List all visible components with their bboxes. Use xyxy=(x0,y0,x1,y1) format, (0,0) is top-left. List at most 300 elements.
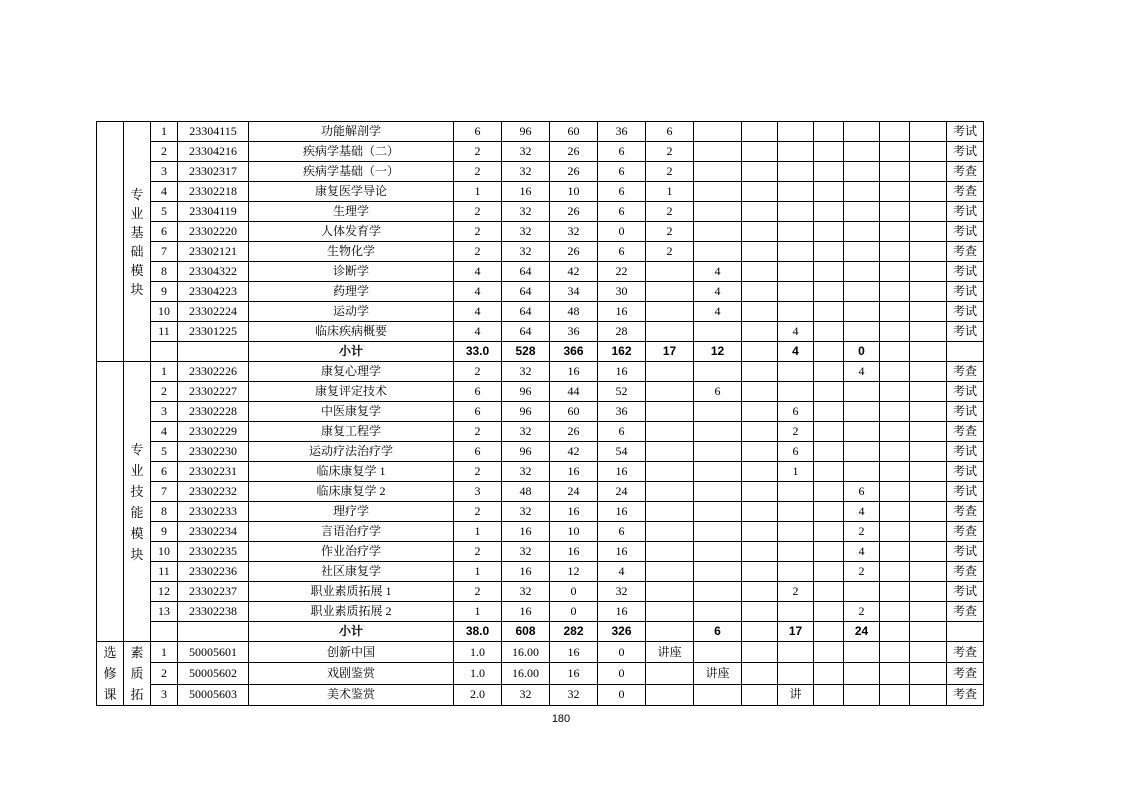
table-cell: 23302234 xyxy=(178,522,249,542)
table-row xyxy=(97,442,1048,462)
table-cell: 7 xyxy=(151,242,178,262)
table-cell: 2 xyxy=(844,562,880,582)
table-cell: 10 xyxy=(151,302,178,322)
table-cell xyxy=(694,582,742,602)
table-cell xyxy=(742,222,778,242)
table-cell: 生物化学 xyxy=(249,242,454,262)
table-cell xyxy=(880,142,910,162)
table-cell: 42 xyxy=(550,262,598,282)
table-cell xyxy=(778,202,814,222)
table-cell: 考查 xyxy=(947,684,984,705)
table-cell: 考试 xyxy=(947,122,984,142)
table-cell: 9 xyxy=(151,522,178,542)
table-cell: 28 xyxy=(598,322,646,342)
table-cell: 7 xyxy=(151,482,178,502)
table-cell xyxy=(844,122,880,142)
table-cell: 64 xyxy=(502,302,550,322)
table-cell: 16 xyxy=(502,602,550,622)
table-cell xyxy=(778,642,814,663)
table-row xyxy=(97,142,1048,162)
table-cell: 16 xyxy=(502,562,550,582)
table-cell xyxy=(694,542,742,562)
table-row xyxy=(97,602,1048,622)
table-cell xyxy=(694,362,742,382)
table-cell: 作业治疗学 xyxy=(249,542,454,562)
table-cell: 3 xyxy=(151,162,178,182)
table-cell xyxy=(694,562,742,582)
table-cell xyxy=(910,562,947,582)
table-cell xyxy=(646,522,694,542)
table-cell xyxy=(694,642,742,663)
table-cell: 32 xyxy=(502,542,550,562)
table-cell: 2 xyxy=(646,142,694,162)
table-cell xyxy=(910,602,947,622)
table-cell: 32 xyxy=(502,422,550,442)
table-row xyxy=(97,402,1048,422)
module-label-skill-text: 专业技能模块 xyxy=(130,441,144,562)
table-cell: 2 xyxy=(646,162,694,182)
subtotal-cell: 528 xyxy=(502,342,550,362)
table-cell: 1.0 xyxy=(454,663,502,684)
table-cell: 疾病学基础（二） xyxy=(249,142,454,162)
table-cell xyxy=(694,422,742,442)
table-cell xyxy=(694,202,742,222)
table-cell: 23302231 xyxy=(178,462,249,482)
subtotal-cell xyxy=(910,622,947,642)
table-cell: 23302233 xyxy=(178,502,249,522)
subtotal-cell xyxy=(814,622,844,642)
table-cell xyxy=(880,462,910,482)
table-cell xyxy=(778,522,814,542)
table-cell xyxy=(778,282,814,302)
table-cell xyxy=(880,122,910,142)
table-cell xyxy=(910,642,947,663)
table-cell: 功能解剖学 xyxy=(249,122,454,142)
table-cell xyxy=(742,202,778,222)
table-cell: 2 xyxy=(646,222,694,242)
table-cell xyxy=(880,442,910,462)
table-cell: 6 xyxy=(598,202,646,222)
table-cell: 60 xyxy=(550,402,598,422)
table-cell xyxy=(694,122,742,142)
table-cell: 11 xyxy=(151,562,178,582)
subtotal-cell: 17 xyxy=(646,342,694,362)
table-row xyxy=(97,462,1048,482)
subtotal-cell: 366 xyxy=(550,342,598,362)
table-cell xyxy=(778,562,814,582)
table-cell xyxy=(910,663,947,684)
table-cell: 1 xyxy=(151,362,178,382)
group-cell xyxy=(97,122,124,362)
table-cell xyxy=(814,422,844,442)
table-cell xyxy=(910,402,947,422)
subtotal-cell: 24 xyxy=(844,622,880,642)
subtotal-cell: 4 xyxy=(778,342,814,362)
table-cell xyxy=(880,684,910,705)
table-cell xyxy=(778,663,814,684)
module-label-quality-text: 素质拓 xyxy=(130,645,144,702)
table-cell: 理疗学 xyxy=(249,502,454,522)
table-cell xyxy=(742,162,778,182)
table-cell: 0 xyxy=(598,663,646,684)
table-cell xyxy=(694,462,742,482)
table-cell xyxy=(646,663,694,684)
table-cell xyxy=(778,602,814,622)
table-cell xyxy=(814,482,844,502)
subtotal-cell xyxy=(646,622,694,642)
table-cell: 64 xyxy=(502,262,550,282)
table-cell xyxy=(778,482,814,502)
table-cell xyxy=(694,142,742,162)
table-cell: 52 xyxy=(598,382,646,402)
table-cell xyxy=(910,222,947,242)
table-cell xyxy=(778,302,814,322)
table-row xyxy=(97,362,1048,382)
table-row xyxy=(97,482,1048,502)
table-cell: 16 xyxy=(550,502,598,522)
table-cell: 2 xyxy=(454,202,502,222)
subtotal-cell: 12 xyxy=(694,342,742,362)
table-cell xyxy=(880,482,910,502)
table-cell: 23302236 xyxy=(178,562,249,582)
table-cell xyxy=(844,582,880,602)
table-cell: 24 xyxy=(598,482,646,502)
table-cell: 考查 xyxy=(947,182,984,202)
table-cell: 6 xyxy=(454,442,502,462)
table-cell: 临床康复学 2 xyxy=(249,482,454,502)
table-cell xyxy=(646,482,694,502)
table-cell: 16 xyxy=(502,182,550,202)
table-cell: 1.0 xyxy=(454,642,502,663)
table-cell xyxy=(910,282,947,302)
table-cell: 0 xyxy=(598,684,646,705)
table-cell xyxy=(910,302,947,322)
table-cell xyxy=(880,202,910,222)
table-cell xyxy=(778,382,814,402)
table-cell xyxy=(880,542,910,562)
table-cell: 考查 xyxy=(947,602,984,622)
module-label-quality xyxy=(124,642,151,706)
table-cell: 6 xyxy=(598,242,646,262)
table-cell: 23302224 xyxy=(178,302,249,322)
table-cell: 2 xyxy=(454,162,502,182)
table-cell: 23304119 xyxy=(178,202,249,222)
table-cell xyxy=(646,262,694,282)
table-cell xyxy=(742,442,778,462)
table-cell: 16 xyxy=(598,542,646,562)
table-cell xyxy=(880,362,910,382)
table-cell xyxy=(844,242,880,262)
table-cell: 2 xyxy=(151,142,178,162)
table-cell: 0 xyxy=(598,642,646,663)
table-cell: 康复工程学 xyxy=(249,422,454,442)
table-cell: 50005603 xyxy=(178,684,249,705)
table-cell: 3 xyxy=(151,402,178,422)
table-cell xyxy=(694,442,742,462)
table-cell: 9 xyxy=(151,282,178,302)
table-cell xyxy=(178,342,249,362)
table-cell xyxy=(814,202,844,222)
table-cell: 32 xyxy=(502,502,550,522)
table-cell xyxy=(778,242,814,262)
subtotal-cell: 162 xyxy=(598,342,646,362)
table-body xyxy=(97,122,1048,706)
table-cell: 考查 xyxy=(947,422,984,442)
table-row xyxy=(97,222,1048,242)
table-cell: 考查 xyxy=(947,242,984,262)
table-cell: 23302121 xyxy=(178,242,249,262)
table-cell: 考试 xyxy=(947,482,984,502)
table-cell xyxy=(646,602,694,622)
table-cell: 考试 xyxy=(947,202,984,222)
table-cell xyxy=(910,202,947,222)
table-cell xyxy=(646,322,694,342)
table-cell xyxy=(742,362,778,382)
subtotal-cell xyxy=(742,342,778,362)
table-cell xyxy=(814,502,844,522)
table-cell: 16 xyxy=(598,462,646,482)
table-cell xyxy=(814,382,844,402)
table-cell: 16 xyxy=(550,362,598,382)
table-cell xyxy=(844,202,880,222)
table-cell xyxy=(880,522,910,542)
table-cell xyxy=(694,222,742,242)
table-cell: 2 xyxy=(454,362,502,382)
table-cell: 考查 xyxy=(947,663,984,684)
table-cell: 23302220 xyxy=(178,222,249,242)
table-cell xyxy=(814,282,844,302)
table-row xyxy=(97,282,1048,302)
table-cell: 44 xyxy=(550,382,598,402)
table-cell xyxy=(910,442,947,462)
table-cell: 16.00 xyxy=(502,663,550,684)
table-cell: 4 xyxy=(778,322,814,342)
table-cell: 10 xyxy=(550,182,598,202)
table-cell xyxy=(778,542,814,562)
table-row xyxy=(97,542,1048,562)
table-cell: 32 xyxy=(502,242,550,262)
table-cell: 4 xyxy=(694,262,742,282)
table-cell xyxy=(646,462,694,482)
table-cell xyxy=(646,422,694,442)
table-cell: 考试 xyxy=(947,262,984,282)
table-cell: 生理学 xyxy=(249,202,454,222)
table-cell xyxy=(880,562,910,582)
table-cell xyxy=(646,442,694,462)
table-cell: 26 xyxy=(550,142,598,162)
subtotal-cell: 282 xyxy=(550,622,598,642)
table-row xyxy=(97,663,1048,684)
table-cell xyxy=(814,442,844,462)
table-cell: 中医康复学 xyxy=(249,402,454,422)
table-cell: 36 xyxy=(598,402,646,422)
table-cell: 23304322 xyxy=(178,262,249,282)
table-cell: 4 xyxy=(598,562,646,582)
table-cell: 2 xyxy=(454,142,502,162)
table-cell: 3 xyxy=(454,482,502,502)
table-cell: 22 xyxy=(598,262,646,282)
table-cell xyxy=(910,684,947,705)
table-cell: 运动学 xyxy=(249,302,454,322)
module-label-elective xyxy=(97,642,124,706)
table-cell: 8 xyxy=(151,502,178,522)
table-cell: 0 xyxy=(550,602,598,622)
table-cell: 考查 xyxy=(947,522,984,542)
table-cell: 2 xyxy=(778,582,814,602)
table-cell: 4 xyxy=(454,282,502,302)
table-cell xyxy=(742,582,778,602)
table-cell: 6 xyxy=(778,442,814,462)
table-cell: 16 xyxy=(550,642,598,663)
subtotal-cell: 33.0 xyxy=(454,342,502,362)
table-cell xyxy=(694,522,742,542)
table-cell: 考试 xyxy=(947,582,984,602)
table-cell: 临床疾病概要 xyxy=(249,322,454,342)
table-cell: 36 xyxy=(550,322,598,342)
table-cell xyxy=(910,542,947,562)
table-cell xyxy=(646,542,694,562)
table-cell xyxy=(742,462,778,482)
table-cell: 6 xyxy=(598,422,646,442)
table-cell: 4 xyxy=(151,422,178,442)
table-cell xyxy=(880,402,910,422)
table-cell xyxy=(778,162,814,182)
table-cell: 2 xyxy=(454,502,502,522)
table-cell: 6 xyxy=(598,162,646,182)
table-cell xyxy=(844,442,880,462)
table-cell: 考试 xyxy=(947,382,984,402)
table-cell xyxy=(742,382,778,402)
table-cell xyxy=(646,502,694,522)
table-cell: 96 xyxy=(502,442,550,462)
table-cell xyxy=(742,242,778,262)
table-row xyxy=(97,122,1048,142)
table-cell: 24 xyxy=(550,482,598,502)
table-cell xyxy=(694,684,742,705)
table-cell xyxy=(646,382,694,402)
table-cell xyxy=(910,182,947,202)
table-cell xyxy=(778,502,814,522)
table-cell: 26 xyxy=(550,242,598,262)
table-cell: 社区康复学 xyxy=(249,562,454,582)
table-cell xyxy=(910,582,947,602)
subtotal-cell xyxy=(742,622,778,642)
table-cell xyxy=(814,142,844,162)
table-cell xyxy=(910,122,947,142)
table-cell xyxy=(910,362,947,382)
table-cell: 2 xyxy=(454,222,502,242)
table-cell xyxy=(880,162,910,182)
subtotal-label: 小计 xyxy=(249,342,454,362)
table-cell xyxy=(844,182,880,202)
table-cell xyxy=(742,262,778,282)
table-cell xyxy=(844,402,880,422)
table-cell xyxy=(880,642,910,663)
module-label-elective-text: 选修课 xyxy=(103,645,117,702)
table-cell: 32 xyxy=(550,222,598,242)
table-cell xyxy=(742,422,778,442)
table-cell: 48 xyxy=(502,482,550,502)
table-cell: 12 xyxy=(151,582,178,602)
module-label-basic-text: 专业基础模块 xyxy=(130,186,144,297)
table-cell xyxy=(844,642,880,663)
table-cell: 讲座 xyxy=(694,663,742,684)
table-cell: 职业素质拓展 2 xyxy=(249,602,454,622)
table-cell xyxy=(910,462,947,482)
table-cell xyxy=(880,302,910,322)
table-cell: 23302218 xyxy=(178,182,249,202)
table-cell: 1 xyxy=(454,562,502,582)
table-cell: 32 xyxy=(502,142,550,162)
table-cell: 26 xyxy=(550,422,598,442)
table-cell xyxy=(880,322,910,342)
table-cell xyxy=(844,322,880,342)
table-cell: 2 xyxy=(646,242,694,262)
table-cell: 考试 xyxy=(947,282,984,302)
table-cell xyxy=(814,582,844,602)
table-cell: 64 xyxy=(502,322,550,342)
table-cell: 32 xyxy=(502,222,550,242)
table-cell xyxy=(814,642,844,663)
table-cell: 96 xyxy=(502,402,550,422)
table-cell: 6 xyxy=(844,482,880,502)
table-cell xyxy=(880,502,910,522)
table-cell: 4 xyxy=(151,182,178,202)
table-cell xyxy=(778,362,814,382)
table-cell: 50005602 xyxy=(178,663,249,684)
table-cell: 1 xyxy=(151,642,178,663)
table-cell: 2 xyxy=(454,422,502,442)
table-cell: 1 xyxy=(454,182,502,202)
table-cell: 23302228 xyxy=(178,402,249,422)
table-cell xyxy=(151,342,178,362)
table-row xyxy=(97,242,1048,262)
table-cell: 5 xyxy=(151,442,178,462)
table-cell xyxy=(844,222,880,242)
subtotal-cell: 6 xyxy=(694,622,742,642)
table-cell xyxy=(844,663,880,684)
table-cell: 疾病学基础（一） xyxy=(249,162,454,182)
table-cell: 考试 xyxy=(947,542,984,562)
table-cell xyxy=(814,302,844,322)
table-cell: 考试 xyxy=(947,442,984,462)
table-cell xyxy=(880,182,910,202)
table-cell: 药理学 xyxy=(249,282,454,302)
table-cell: 6 xyxy=(778,402,814,422)
table-cell xyxy=(694,402,742,422)
table-cell: 6 xyxy=(598,522,646,542)
table-cell: 2 xyxy=(844,522,880,542)
table-cell: 13 xyxy=(151,602,178,622)
table-cell: 临床康复学 1 xyxy=(249,462,454,482)
table-cell: 4 xyxy=(844,542,880,562)
table-cell xyxy=(646,582,694,602)
table-row xyxy=(97,322,1048,342)
subtotal-label: 小计 xyxy=(249,622,454,642)
table-cell: 2 xyxy=(454,242,502,262)
table-cell: 6 xyxy=(454,402,502,422)
table-cell: 诊断学 xyxy=(249,262,454,282)
table-cell xyxy=(694,602,742,622)
table-cell xyxy=(778,222,814,242)
table-cell: 考试 xyxy=(947,402,984,422)
table-row xyxy=(97,162,1048,182)
table-cell xyxy=(646,362,694,382)
table-cell xyxy=(742,282,778,302)
table-cell: 2 xyxy=(646,202,694,222)
table-row xyxy=(97,302,1048,322)
table-cell xyxy=(880,422,910,442)
